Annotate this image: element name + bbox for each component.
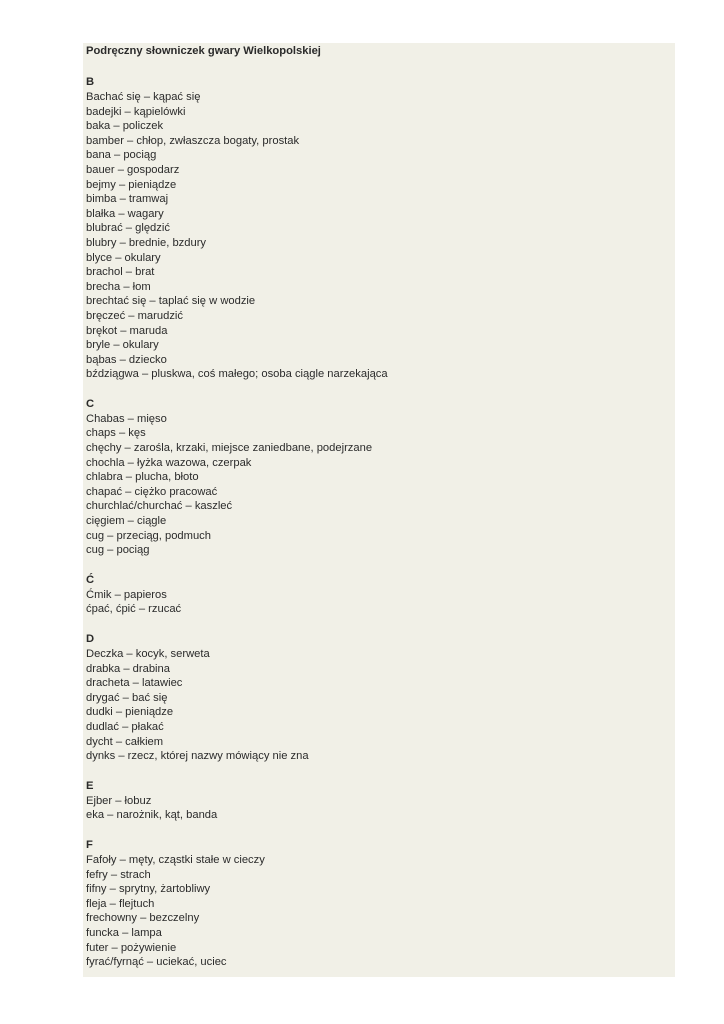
- section-2: [86, 573, 666, 617]
- dictionary-entry: Ejber – łobuz: [86, 794, 152, 807]
- dictionary-entry: drabka – drabina: [86, 662, 170, 675]
- dictionary-entry: bana – pociąg: [86, 149, 157, 162]
- dictionary-entry: chochla – łyżka wazowa, czerpak: [86, 456, 252, 469]
- dictionary-entry: blyce – okulary: [86, 251, 161, 264]
- dictionary-entry: Deczka – kocyk, serweta: [86, 648, 210, 660]
- dictionary-entry: brachol – brat: [86, 266, 155, 279]
- dictionary-entry: bimba – tramwaj: [86, 193, 169, 206]
- dictionary-entry: drygać – bać się: [86, 691, 168, 704]
- dictionary-entry: Bachać się – kąpać się: [86, 91, 201, 103]
- dictionary-entry: cug – przeciąg, podmuch: [86, 529, 212, 542]
- dictionary-entry: fleja – flejtuch: [86, 897, 155, 910]
- dictionary-entry: bryle – okulary: [86, 339, 159, 352]
- dictionary-entry: cug – pociąg: [86, 544, 150, 557]
- section-0: [86, 75, 666, 382]
- dictionary-entry: fyrać/fyrnąć – uciekać, uciec: [86, 956, 227, 969]
- document-content: [86, 44, 666, 970]
- dictionary-entry: bamber – chłop, zwłaszcza bogaty, prostak: [86, 134, 300, 147]
- dictionary-entry: funcka – lampa: [86, 926, 162, 939]
- dictionary-entry: futer – pożywienie: [86, 941, 177, 954]
- section-1: [86, 397, 666, 558]
- dictionary-entry: baka – policzek: [86, 120, 164, 133]
- section-letter: F: [86, 838, 93, 851]
- dictionary-entry: chapać – ciężko pracować: [86, 485, 218, 498]
- dictionary-entry: dracheta – latawiec: [86, 677, 183, 690]
- dictionary-entry: eka – narożnik, kąt, banda: [86, 809, 218, 822]
- section-letter: D: [86, 633, 95, 645]
- section-3: [86, 632, 666, 764]
- dictionary-entry: dudki – pieniądze: [86, 706, 174, 719]
- dictionary-entry: cięgiem – ciągle: [86, 515, 167, 528]
- dictionary-entry: bauer – gospodarz: [86, 163, 180, 176]
- dictionary-sections: [86, 75, 666, 970]
- dictionary-entry: chlabra – plucha, błoto: [86, 471, 199, 484]
- dictionary-entry: blubrać – ględzić: [86, 222, 170, 235]
- dictionary-entry: Ćmik – papieros: [86, 588, 167, 601]
- document-title: Podręczny słowniczek gwary Wielkopolskiej: [86, 45, 321, 57]
- dictionary-entry: churchlać/churchać – kaszleć: [86, 500, 233, 513]
- dictionary-entry: Chabas – mięso: [86, 412, 167, 425]
- dictionary-entry: blubry – brednie, bzdury: [86, 236, 207, 249]
- dictionary-entry: blałka – wagary: [86, 207, 164, 220]
- section-letter: B: [86, 76, 95, 88]
- dictionary-entry: bręczeć – marudzić: [86, 309, 183, 322]
- dictionary-entry: dycht – całkiem: [86, 735, 164, 748]
- dictionary-entry: badejki – kąpielówki: [86, 105, 186, 118]
- dictionary-entry: brechtać się – taplać się w wodzie: [86, 295, 256, 308]
- section-letter: E: [86, 779, 94, 792]
- section-letter: Ć: [86, 573, 95, 586]
- dictionary-entry: Fafoły – męty, cząstki stałe w cieczy: [86, 853, 265, 866]
- dictionary-entry: bejmy – pieniądze: [86, 178, 177, 191]
- section-5: [86, 838, 666, 970]
- dictionary-entry: brękot – maruda: [86, 324, 168, 337]
- dictionary-entry: brecha – łom: [86, 280, 151, 293]
- dictionary-entry: fefry – strach: [86, 868, 151, 881]
- section-letter: C: [86, 397, 95, 410]
- dictionary-entry: chaps – kęs: [86, 427, 146, 440]
- dictionary-entry: bździągwa – pluskwa, coś małego; osoba ciągle narzekająca: [86, 368, 388, 381]
- dictionary-entry: fifny – sprytny, żartobliwy: [86, 883, 211, 896]
- dictionary-entry: chęchy – zarośla, krzaki, miejsce zaniedbane, podejrzane: [86, 442, 373, 455]
- dictionary-entry: dudlać – płakać: [86, 720, 164, 733]
- dictionary-entry: bąbas – dziecko: [86, 353, 167, 366]
- dictionary-entry: dynks – rzecz, której nazwy mówiący nie zna: [86, 750, 309, 763]
- dictionary-entry: frechowny – bezczelny: [86, 912, 200, 925]
- section-4: [86, 779, 666, 823]
- dictionary-entry: ćpać, ćpić – rzucać: [86, 603, 182, 616]
